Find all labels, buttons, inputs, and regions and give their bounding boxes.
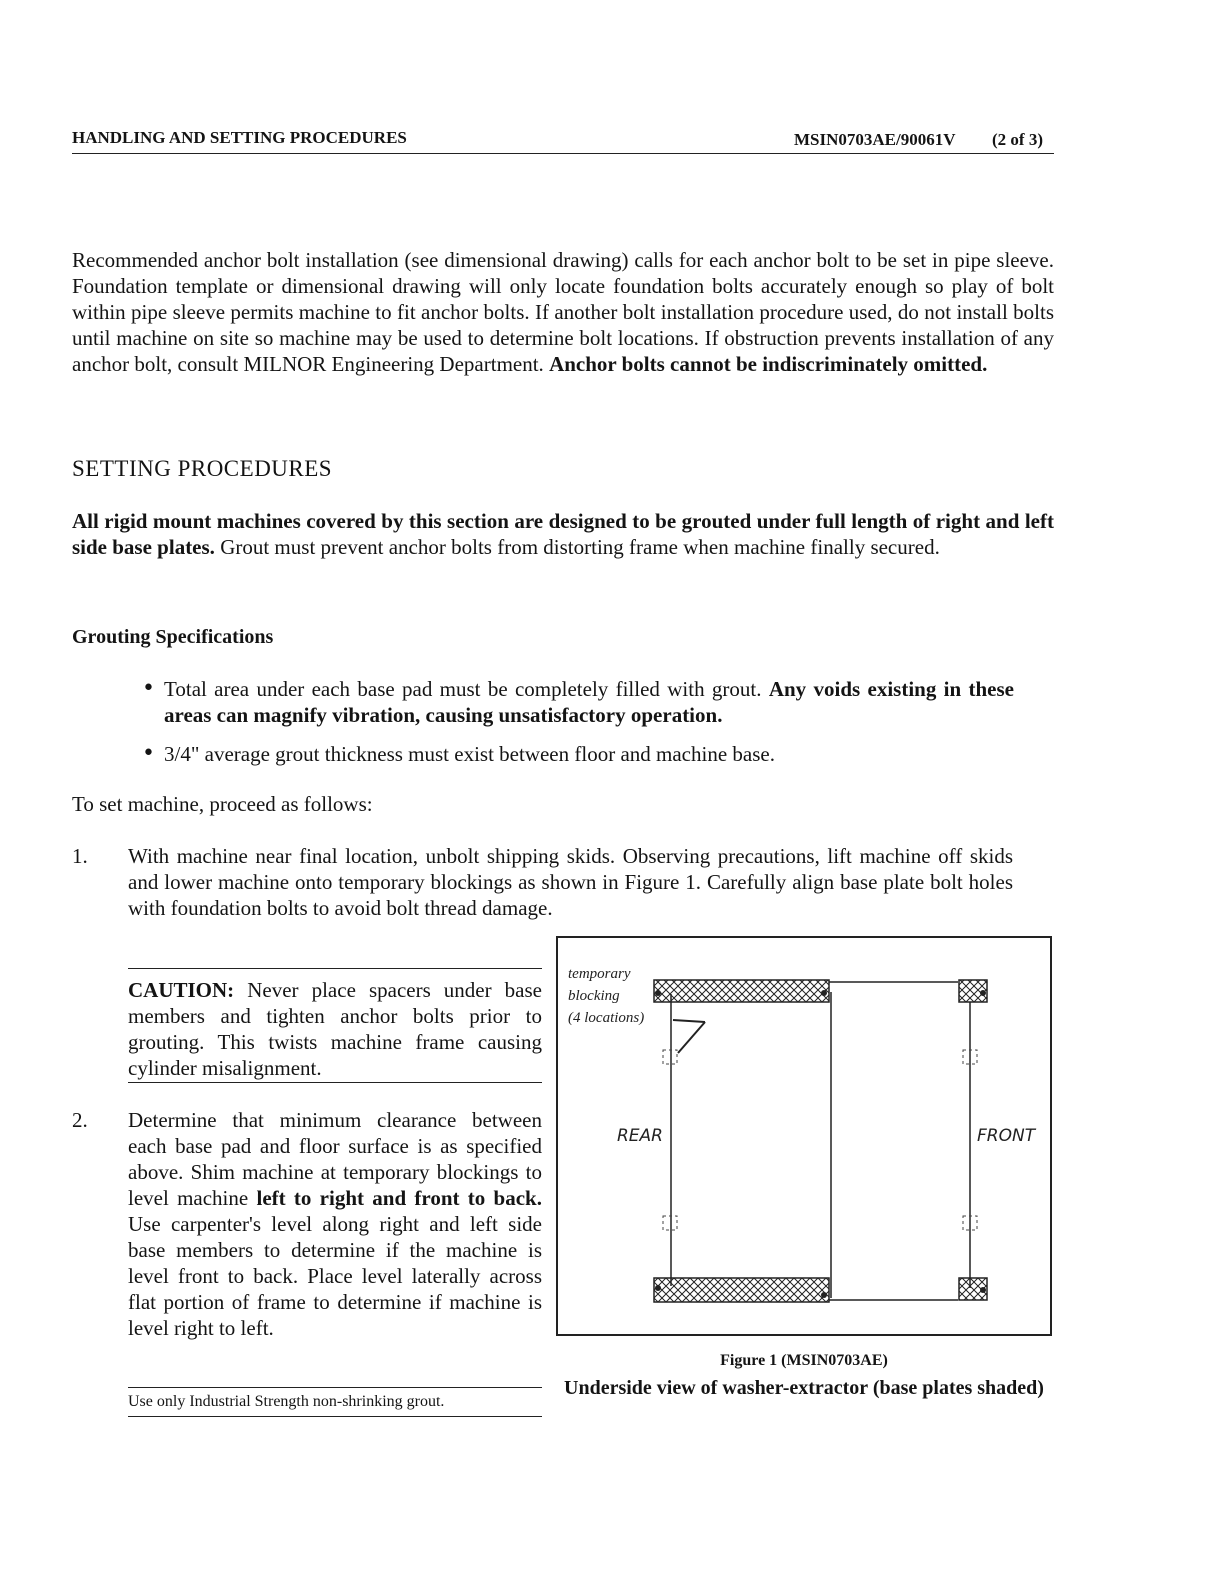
blocking-bottom-left bbox=[663, 1216, 677, 1230]
label-front: FRONT bbox=[977, 1126, 1036, 1146]
header-rule bbox=[72, 153, 1054, 154]
caution-box bbox=[128, 977, 542, 1081]
note-rule-top bbox=[128, 1387, 542, 1388]
label-blocking: blocking bbox=[568, 988, 620, 1004]
label-locations: (4 locations) bbox=[568, 1010, 645, 1026]
bullet-item-2: 3/4" average grout thickness must exist between floor and machine base. bbox=[164, 742, 775, 766]
page-number: (2 of 3) bbox=[992, 130, 1043, 149]
bullet-dot-2: • bbox=[142, 741, 155, 766]
caution-text: Never place spacers under base members and tighten anchor bolts prior to grouting. This twists machine frame causing cylinder misalignment. bbox=[128, 978, 542, 1080]
caution-rule-top bbox=[128, 968, 542, 969]
step-number-2: 2. bbox=[72, 1108, 88, 1132]
bolt-dot bbox=[655, 1285, 661, 1291]
setting-text: Grout must prevent anchor bolts from distorting frame when machine finally secured. bbox=[220, 535, 940, 559]
intro-text: Recommended anchor bolt installation (see dimensional drawing) calls for each anchor bolt to be set in pipe sleeve. Foundation template or dimensional drawing will only locate foundation bolts accurately enough so play of bolt within pipe sleeve permits machine to fit anchor bolts. If another bolt installation procedure used, do not install bolts until machine on site so machine may be used to determine bolt locations. If obstruction prevents installation of any anchor bolt, consult MILNOR Engineering Department. bbox=[72, 248, 1054, 376]
leader-line bbox=[673, 1020, 705, 1022]
step-number-1: 1. bbox=[72, 844, 88, 868]
leader-line-arrow bbox=[678, 1022, 705, 1053]
label-temporary: temporary bbox=[568, 966, 631, 982]
figure-1-diagram bbox=[556, 936, 1052, 1336]
intro-paragraph bbox=[72, 247, 1054, 377]
label-rear: REAR bbox=[617, 1126, 663, 1146]
bolt-dot bbox=[821, 990, 827, 996]
proceed-intro: To set machine, proceed as follows: bbox=[72, 792, 373, 816]
bullet-dot-1: • bbox=[142, 676, 155, 701]
setting-paragraph bbox=[72, 508, 1054, 560]
section-heading-setting: SETTING PROCEDURES bbox=[72, 456, 333, 481]
figure-1-drawing bbox=[558, 938, 1050, 1334]
section-heading-grouting: Grouting Specifications bbox=[72, 626, 274, 648]
step2-bold: left to right and front to back. bbox=[256, 1186, 542, 1210]
header-title: HANDLING AND SETTING PROCEDURES bbox=[72, 128, 407, 147]
document-id: MSIN0703AE/90061V bbox=[794, 130, 956, 149]
bolt-dot bbox=[655, 990, 661, 996]
figure-number: Figure 1 (MSIN0703AE) bbox=[720, 1352, 888, 1369]
bullet1-bold: Any voids existing in these areas can magnify vibration, causing unsatisfactory operation. bbox=[164, 677, 1014, 727]
caution-label: CAUTION: bbox=[128, 978, 235, 1002]
step-text-2 bbox=[128, 1107, 542, 1341]
bolt-dot bbox=[821, 1292, 827, 1298]
step2-text-b: Use carpenter's level along right and left side base members to determine if the machine is level front to back. Place level laterally across flat portion of frame to determine if machine is level right to left. bbox=[128, 1212, 542, 1340]
figure-caption: Underside view of washer-extractor (base plates shaded) bbox=[564, 1377, 1044, 1399]
bolt-dot bbox=[980, 990, 986, 996]
caution-rule-bottom bbox=[128, 1082, 542, 1083]
bolt-dot bbox=[980, 1287, 986, 1293]
base-plate-top-left bbox=[654, 980, 829, 1002]
step-text-1: With machine near final location, unbolt shipping skids. Observing precautions, lift machine off skids and lower machine onto temporary blockings as shown in Figure 1. Carefully align base plate bolt holes with foundation bolts to avoid bolt thread damage. bbox=[128, 844, 1013, 920]
bullet1-text: Total area under each base pad must be completely filled with grout. bbox=[164, 677, 762, 701]
note-rule-bottom bbox=[128, 1416, 542, 1417]
bullet-item-1 bbox=[164, 676, 1014, 728]
blocking-top-left bbox=[663, 1050, 677, 1064]
intro-warning: Anchor bolts cannot be indiscriminately omitted. bbox=[549, 352, 988, 376]
step2-text-a: Determine that minimum clearance between each base pad and floor surface is as specified above. Shim machine at temporary blockings to level machine bbox=[128, 1108, 542, 1210]
grout-note: Use only Industrial Strength non-shrinking grout. bbox=[128, 1393, 445, 1410]
setting-bold-text: All rigid mount machines covered by this section are designed to be grouted under full length of right and left side base plates. bbox=[72, 509, 1054, 559]
base-plate-bottom-left bbox=[654, 1278, 829, 1302]
